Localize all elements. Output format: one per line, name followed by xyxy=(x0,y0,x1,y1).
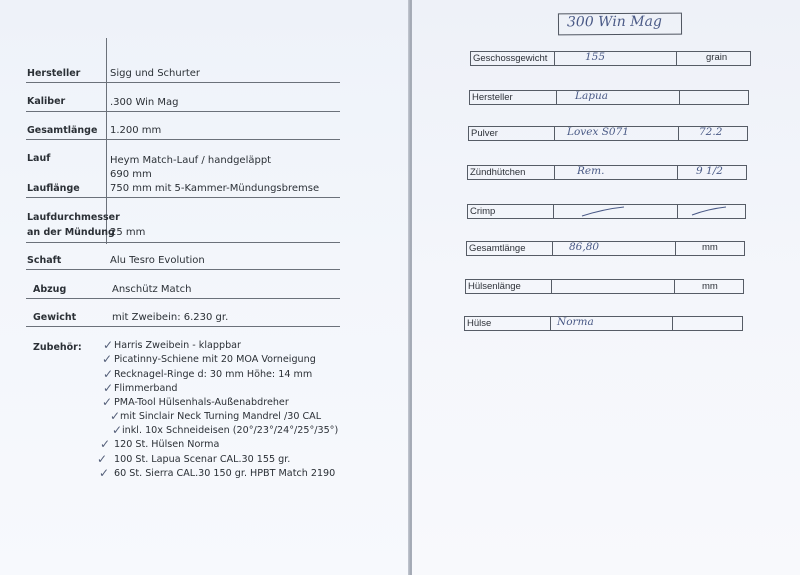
check-mark-icon: ✓ xyxy=(99,466,110,480)
spec-value-lauf: Heym Match-Lauf / handgeläppt xyxy=(110,155,272,166)
row-rule xyxy=(26,82,340,83)
spec-value-lauf-length: 690 mm xyxy=(110,169,152,180)
spec-label-kaliber: Kaliber xyxy=(27,96,66,107)
accessory-item: Flimmerband xyxy=(114,383,178,394)
handwritten-value: 86,80 xyxy=(569,241,600,253)
check-mark-icon: ✓ xyxy=(110,409,121,423)
accessory-item: mit Sinclair Neck Turning Mandrel /30 CAL xyxy=(120,411,322,422)
row-rule xyxy=(26,197,340,198)
row-label: Gesamtlänge xyxy=(467,242,553,255)
spec-value-schaft: Alu Tesro Evolution xyxy=(110,255,205,266)
accessory-item: Recknagel-Ringe d: 30 mm Höhe: 14 mm xyxy=(114,369,313,380)
row-label: Geschossgewicht xyxy=(471,52,555,65)
row-rule xyxy=(26,298,340,299)
accessory-item: Picatinny-Schiene mit 20 MOA Vorneigung xyxy=(114,354,316,365)
check-mark-icon: ✓ xyxy=(102,395,113,409)
spec-value-gesamtlaenge: 1.200 mm xyxy=(110,125,162,136)
handwritten-value: Norma xyxy=(557,316,594,328)
row-rule xyxy=(26,326,340,327)
reload-row-hersteller xyxy=(469,90,749,105)
row-unit: mm xyxy=(702,242,718,253)
handwritten-value: Rem. xyxy=(577,165,605,177)
row-value-cell xyxy=(551,317,673,330)
accessory-item: PMA-Tool Hülsenhals-Außenabdreher xyxy=(114,397,289,408)
row-label: Hersteller xyxy=(470,91,557,104)
accessories-label: Zubehör: xyxy=(33,342,82,353)
row-rule xyxy=(26,111,340,112)
spec-value-hersteller: Sigg und Schurter xyxy=(110,68,201,79)
row-value-cell xyxy=(552,280,675,293)
spec-label-lauflaenge: Lauflänge xyxy=(27,183,80,194)
spec-label-hersteller: Hersteller xyxy=(27,68,81,79)
reload-row-huelsenlaenge xyxy=(465,279,744,294)
spec-value-gewicht: mit Zweibein: 6.230 gr. xyxy=(112,312,229,323)
handwritten-value: Lapua xyxy=(575,90,608,102)
handwritten-value: 155 xyxy=(585,51,606,63)
row-unit: mm xyxy=(702,281,718,292)
handwritten-value: Lovex S071 xyxy=(567,126,629,138)
spec-label-laufdurchmesser: Laufdurchmesser xyxy=(27,212,120,223)
check-mark-icon: ✓ xyxy=(100,437,111,451)
accessory-item: inkl. 10x Schneideisen (20°/23°/24°/25°/35°) xyxy=(122,425,339,436)
row-rule xyxy=(26,139,340,140)
spec-value-muendung: 25 mm xyxy=(110,227,146,238)
accessory-item: 60 St. Sierra CAL.30 150 gr. HPBT Match 2190 xyxy=(114,468,336,479)
row-unit: grain xyxy=(706,52,728,63)
spec-value-lauflaenge: 750 mm mit 5-Kammer-Mündungsbremse xyxy=(110,183,320,194)
check-mark-icon: ✓ xyxy=(97,452,108,466)
handwritten-title-box xyxy=(558,13,682,36)
row-value-cell xyxy=(555,166,678,179)
accessory-item: 120 St. Hülsen Norma xyxy=(114,439,220,450)
row-value-cell xyxy=(554,205,678,218)
check-mark-icon: ✓ xyxy=(103,367,114,381)
strike-dash-icon xyxy=(554,205,678,218)
reload-row-crimp xyxy=(467,204,746,219)
handwritten-extra: 9 1/2 xyxy=(696,165,723,177)
row-value-cell xyxy=(557,91,680,104)
check-mark-icon: ✓ xyxy=(102,352,113,366)
row-label: Zündhütchen xyxy=(468,166,555,179)
row-rule xyxy=(26,242,340,243)
spec-label-gewicht: Gewicht xyxy=(33,312,77,323)
spec-label-lauf: Lauf xyxy=(27,153,51,164)
check-mark-icon: ✓ xyxy=(103,338,114,352)
row-label: Hülsenlänge xyxy=(466,280,552,293)
row-label: Crimp xyxy=(468,205,554,218)
strike-dash-icon xyxy=(678,205,744,218)
spec-value-kaliber: .300 Win Mag xyxy=(110,97,179,108)
accessory-item: Harris Zweibein - klappbar xyxy=(114,340,242,351)
reload-row-huelse xyxy=(464,316,743,331)
row-label: Hülse xyxy=(465,317,551,330)
spec-label-schaft: Schaft xyxy=(27,255,62,266)
spec-label-abzug: Abzug xyxy=(33,284,67,295)
handwritten-title: 300 Win Mag xyxy=(566,13,662,31)
reload-row-gesamtlaenge xyxy=(466,241,745,256)
row-value-cell xyxy=(555,52,677,65)
row-value-cell xyxy=(555,127,679,140)
row-rule xyxy=(26,269,340,270)
check-mark-icon: ✓ xyxy=(103,381,114,395)
row-value-cell xyxy=(553,242,676,255)
spec-value-abzug: Anschütz Match xyxy=(112,284,192,295)
check-mark-icon: ✓ xyxy=(112,423,123,437)
right-page-reload-sheet xyxy=(412,0,800,575)
reload-row-pulver xyxy=(468,126,748,141)
reload-row-geschossgewicht xyxy=(470,51,751,66)
spec-label-muendung: an der Mündung xyxy=(27,227,115,238)
handwritten-extra: 72.2 xyxy=(699,126,723,138)
accessory-item: 100 St. Lapua Scenar CAL.30 155 gr. xyxy=(114,454,291,465)
reload-row-zuendhuetchen xyxy=(467,165,747,180)
row-label: Pulver xyxy=(469,127,555,140)
spec-label-gesamtlaenge: Gesamtlänge xyxy=(27,125,98,136)
